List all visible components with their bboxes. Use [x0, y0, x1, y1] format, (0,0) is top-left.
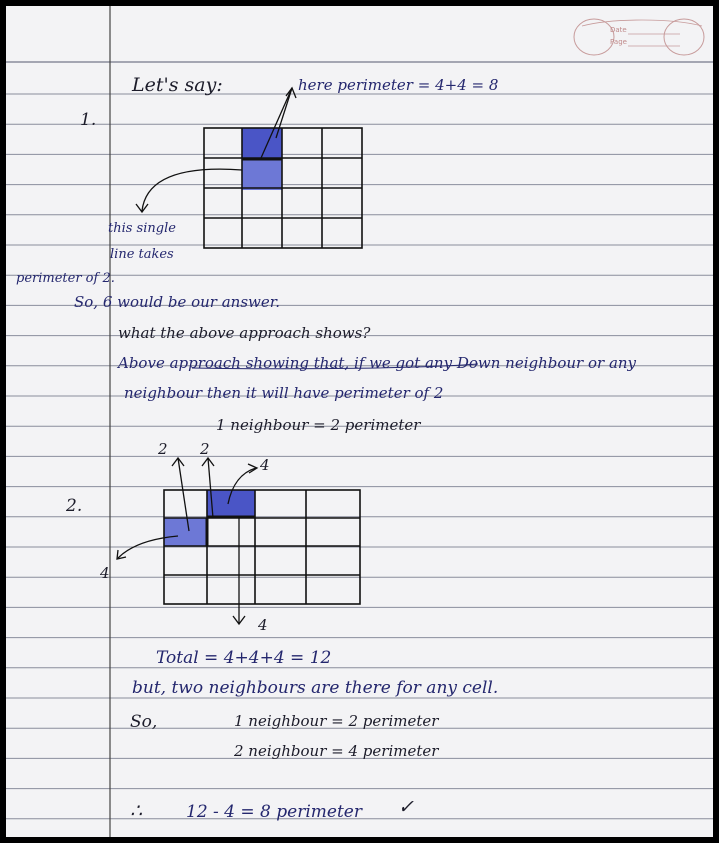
page-label: Page — [610, 38, 627, 46]
therefore-symbol: ∴ — [130, 800, 143, 822]
shaded-cell-2 — [242, 160, 282, 190]
example1-answer: So, 6 would be our answer. — [74, 293, 281, 311]
explanation-rule: 1 neighbour = 2 perimeter — [216, 416, 421, 434]
line-note-2: line takes — [110, 247, 174, 262]
label-bottom: 4 — [258, 616, 268, 634]
rule2: 2 neighbour = 4 perimeter — [234, 742, 439, 760]
so-label: So, — [130, 712, 158, 732]
checkmark-icon: ✓ — [398, 796, 414, 818]
example2-number: 2. — [66, 496, 83, 516]
example1-heading: Let's say: — [132, 74, 223, 96]
label-right: 4 — [260, 456, 270, 474]
label-left: 4 — [100, 564, 110, 582]
line-note-1: this single — [108, 221, 176, 236]
explanation-line1: Above approach showing that, if we got any Down neighbour or any — [118, 354, 637, 372]
shaded-cell-left — [164, 518, 207, 546]
date-page-stamp — [572, 14, 712, 60]
explanation-line2: neighbour then it will have perimeter of 2 — [124, 384, 444, 402]
perimeter-note: here perimeter = 4+4 = 8 — [298, 76, 499, 94]
date-label: Date — [610, 26, 627, 34]
grid-1 — [204, 128, 362, 248]
example1-number: 1. — [80, 110, 97, 130]
line-note-3: perimeter of 2. — [16, 271, 115, 286]
total-line: Total = 4+4+4 = 12 — [156, 648, 332, 668]
label-left-top: 2 — [158, 440, 168, 458]
explanation-question: what the above approach shows? — [118, 324, 371, 342]
notebook-page — [6, 6, 713, 837]
rule1: 1 neighbour = 2 perimeter — [234, 712, 439, 730]
label-mid-top: 2 — [200, 440, 210, 458]
but-line: but, two neighbours are there for any cell. — [132, 678, 499, 698]
final-answer: 12 - 4 = 8 perimeter — [186, 802, 362, 822]
